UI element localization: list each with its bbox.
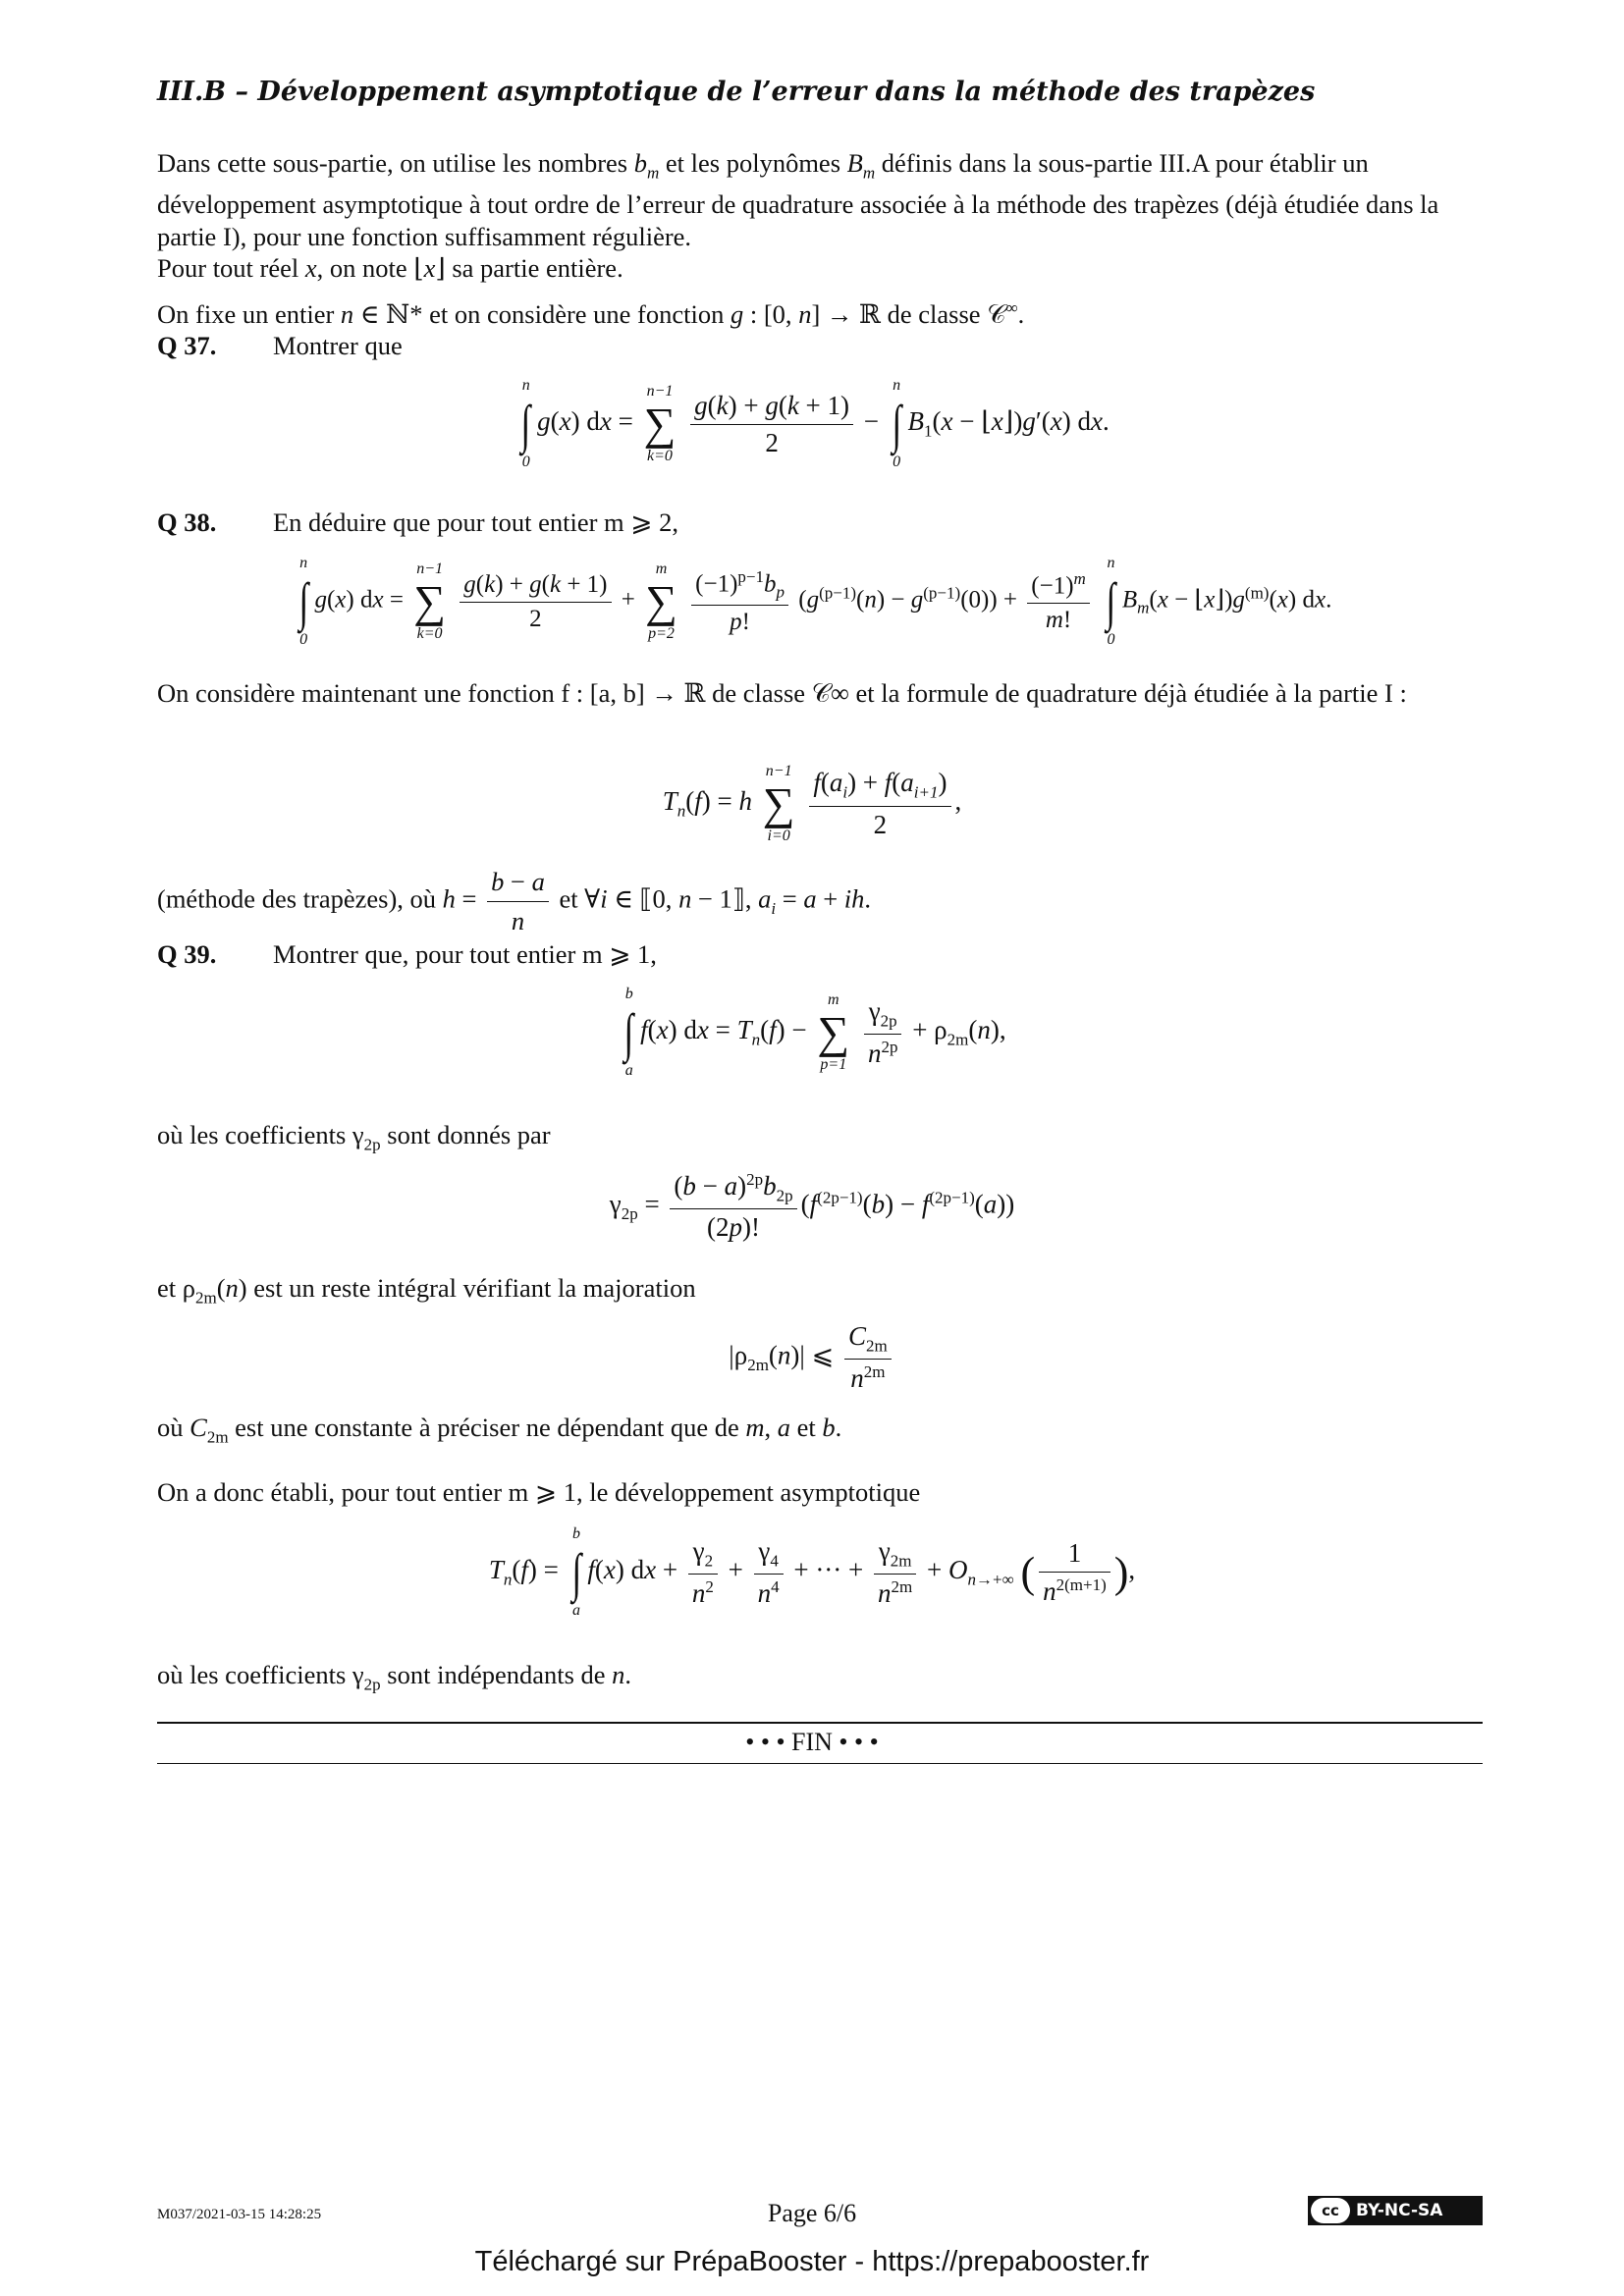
fix-definition: On fixe un entier n ∈ ℕ* et on considère une fonction g : [0, n] → ℝ de classe 𝒞∞. xyxy=(157,298,1025,329)
floor-definition: Pour tout réel x, on note ⌊x⌋ sa partie entière. xyxy=(157,253,623,283)
gamma-intro: où les coefficients $\gamma_{2p}$ sont donnés par xyxy=(157,1120,551,1154)
equation-trapezes: $T_n(f) = h$ n−1 ∑ i=0 $\frac{f(a_i) + f(a_{i+1})}{2}$ , xyxy=(662,763,962,844)
trapezes-definition: (méthode des trapèzes), où h = $\frac{b - a}{n}$ et ∀i ∈ ⟦0, n − 1⟧, $a_i = a$ + ih. xyxy=(157,867,872,935)
fin-top-rule xyxy=(157,1722,1483,1724)
intro-paragraph: Dans cette sous-partie, on utilise les nombres $b_m$ et les polynômes $B_m$ définis dans la sous-partie III.A pour établir un développement asymptotique à tout ordre de l’erreur de quadrature associée à la méthode des trapèzes (déjà étudiée dans la partie I), pour une fonction suffisamment régulière. xyxy=(157,148,1439,252)
fin-marker: • • • FIN • • • xyxy=(745,1728,879,1756)
section-title: III.B – Développement asymptotique de l’erreur dans la méthode des trapèzes xyxy=(157,77,1316,107)
equation-asymptotic: $T_n(f)$ = b ∫ a f(x) dx + $\frac{\gamma_2}{n^2}$ + $\frac{\gamma_4}{n^4}$ + ··· + $\frac{\gamma_{2m}}{n^{2m}}$ + $O_{n\to+\infty}$ ( $\frac{1}{n^{2(m+1)}}$ ), xyxy=(488,1525,1136,1619)
question-37: Q 37. Montrer que xyxy=(157,331,403,360)
rho-intro: et $\rho_{2m}(n)$ est un reste intégral vérifiant la majoration xyxy=(157,1273,696,1308)
license-badge xyxy=(1308,2196,1483,2225)
download-source: Téléchargé sur PrépaBooster - https://prepabooster.fr xyxy=(474,2246,1150,2277)
license-label: BY-NC-SA xyxy=(1356,2201,1443,2220)
creative-commons-icon: cc xyxy=(1311,2198,1350,2223)
equation-q39: b ∫ a f(x) dx = $T_n(f)$ − m ∑ p=1 $\frac{\gamma_{2p}}{n^{2p}}$ + $\rho_{2m}(n)$, xyxy=(623,986,1006,1079)
equation-rho-bound: $|\rho_{2m}(n)|$ ⩽ $\frac{C_{2m}}{n^{2m}}$ xyxy=(0,1321,1624,1394)
document-reference: M037/2021-03-15 14:28:25 xyxy=(157,2207,322,2222)
equation-q38: n ∫ 0 g(x) dx = n−1 ∑ k=0 $\frac{g(k) + g(k + 1)}{2}$ + m ∑ p=2 $\frac{(-1)^{p-1}b_p}{p!}$ $(g^{(p-1)}(n) - g^{(p-1)}(0))$ + $\frac{(-1)^m}{m!}$ n ∫ 0 $B_m(x$ − $⌊x⌋)g^{(m)}(x)$ dx. xyxy=(298,555,1332,648)
question-38: Q 38. En déduire que pour tout entier m ⩾ 2, xyxy=(157,507,678,537)
independence-note: où les coefficients $\gamma_{2p}$ sont indépendants de n. xyxy=(157,1660,632,1694)
question-39: Q 39. Montrer que, pour tout entier m ⩾ 1, xyxy=(157,939,657,969)
equation-q37: n ∫ 0 g(x) dx = n−1 ∑ k=0 $\frac{g(k) + g(k + 1)}{2}$ − n ∫ 0 $B_1(x$ − ⌊x⌋)g′(x) dx. xyxy=(520,377,1110,470)
fin-bottom-rule xyxy=(157,1763,1483,1764)
page-number: Page 6/6 xyxy=(767,2199,857,2227)
c-definition: où $C_{2m}$ est une constante à préciser ne dépendant que de m, a et b. xyxy=(157,1413,842,1447)
conclusion: On a donc établi, pour tout entier m ⩾ 1, le développement asymptotique xyxy=(157,1477,921,1507)
consider-f: On considère maintenant une fonction f : [a, b] → ℝ de classe 𝒞∞ et la formule de quadrature déjà étudiée à la partie I : xyxy=(157,678,1407,708)
equation-gamma: $\gamma_{2p}$ = $\frac{(b - a)^{2p}b_{2p}}{(2p)!}$ $(f^{(2p-1)}(b) - f^{(2p-1)}(a))$ xyxy=(609,1170,1015,1243)
